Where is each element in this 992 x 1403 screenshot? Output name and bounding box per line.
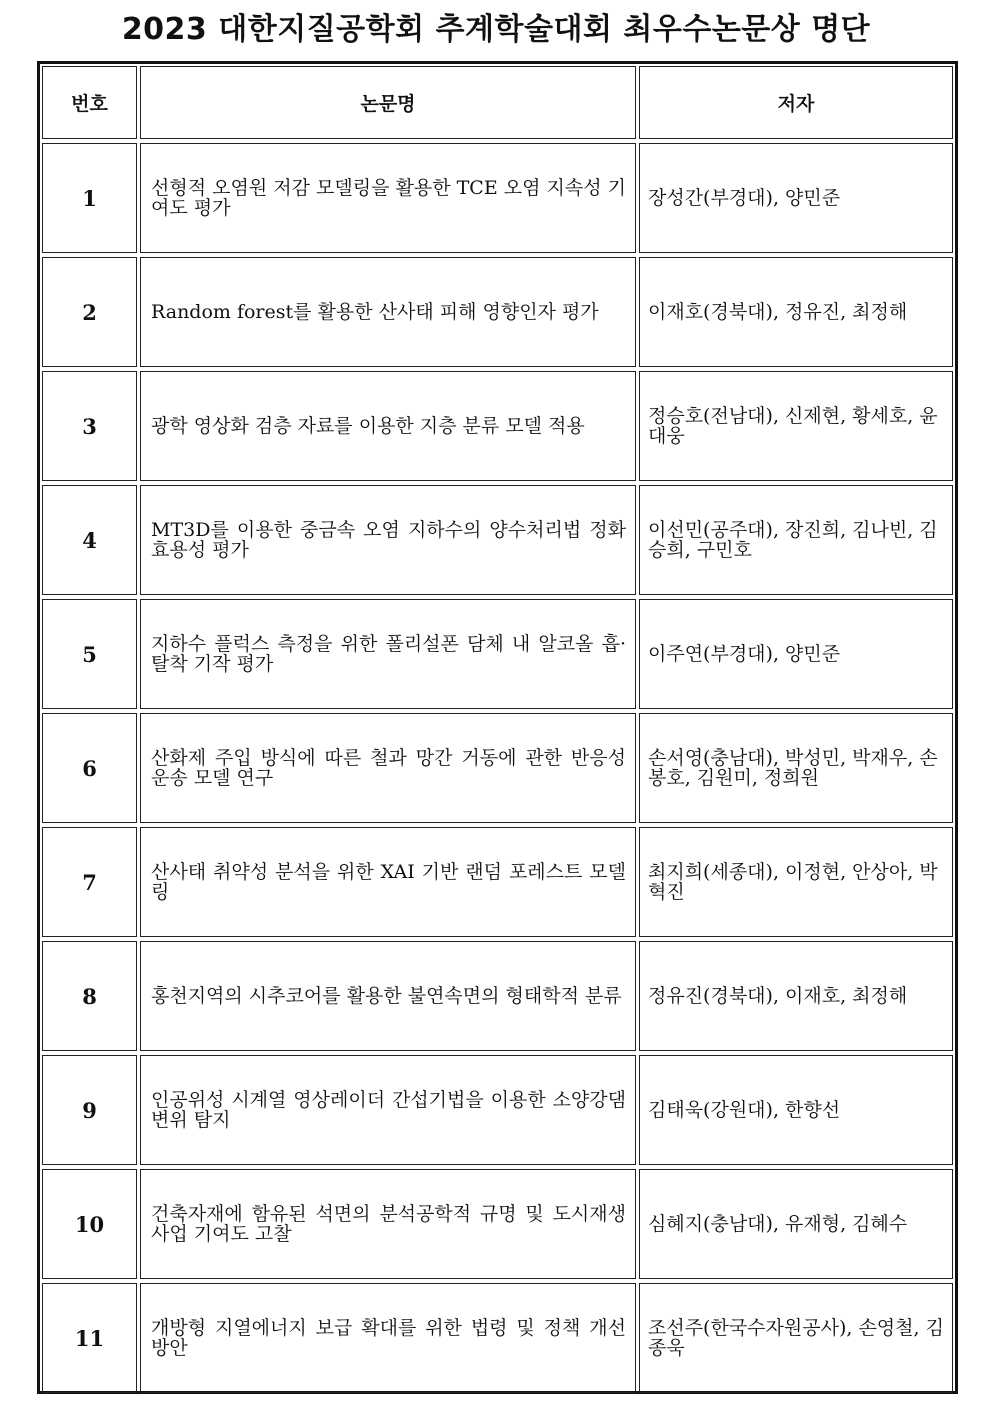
row-number: 8 [42, 941, 137, 1051]
header-authors: 저자 [639, 66, 953, 139]
authors-text: 장성간(부경대), 양민준 [648, 187, 841, 209]
authors-text: 손서영(충남대), 박성민, 박재우, 손봉호, 김원미, 정희원 [648, 747, 938, 789]
authors [639, 827, 953, 937]
authors [639, 1283, 953, 1393]
row-number: 11 [42, 1283, 137, 1393]
authors [639, 1169, 953, 1279]
paper-title [140, 1055, 636, 1165]
authors-text: 김태욱(강원대), 한향선 [648, 1099, 841, 1121]
paper-title-text: 개방형 지열에너지 보급 확대를 위한 법령 및 정책 개선 방안 [151, 1317, 626, 1359]
authors-text: 이재호(경북대), 정유진, 최정해 [648, 301, 908, 323]
authors [639, 599, 953, 709]
paper-title-text: 홍천지역의 시추코어를 활용한 불연속면의 형태학적 분류 [151, 985, 622, 1007]
row-number: 3 [42, 371, 137, 481]
paper-title [140, 1283, 636, 1393]
paper-title-text: 선형적 오염원 저감 모델링을 활용한 TCE 오염 지속성 기여도 평가 [151, 177, 626, 219]
row-number: 6 [42, 713, 137, 823]
authors [639, 485, 953, 595]
row-number: 7 [42, 827, 137, 937]
authors-text: 정승호(전남대), 신제현, 황세호, 윤대웅 [648, 405, 938, 447]
authors [639, 941, 953, 1051]
paper-title [140, 827, 636, 937]
authors [639, 713, 953, 823]
header-number: 번호 [42, 66, 137, 139]
authors-text: 최지희(세종대), 이정현, 안상아, 박혁진 [648, 861, 938, 903]
paper-title-text: 지하수 플럭스 측정을 위한 폴리설폰 담체 내 알코올 흡·탈착 기작 평가 [151, 633, 626, 675]
paper-title-text: MT3D를 이용한 중금속 오염 지하수의 양수처리법 정화 효용성 평가 [151, 519, 626, 561]
paper-title-text: 산사태 취약성 분석을 위한 XAI 기반 랜덤 포레스트 모델링 [151, 861, 626, 903]
row-number: 2 [42, 257, 137, 367]
authors [639, 257, 953, 367]
authors [639, 143, 953, 253]
authors [639, 1055, 953, 1165]
row-number: 5 [42, 599, 137, 709]
authors-text: 조선주(한국수자원공사), 손영철, 김종욱 [648, 1317, 944, 1359]
authors-text: 이주연(부경대), 양민준 [648, 643, 841, 665]
paper-title [140, 941, 636, 1051]
authors [639, 371, 953, 481]
paper-title [140, 713, 636, 823]
row-number: 1 [42, 143, 137, 253]
row-number: 10 [42, 1169, 137, 1279]
paper-title [140, 1169, 636, 1279]
header-paper-title: 논문명 [140, 66, 636, 139]
paper-title-text: 건축자재에 함유된 석면의 분석공학적 규명 및 도시재생사업 기여도 고찰 [151, 1203, 626, 1245]
row-number: 9 [42, 1055, 137, 1165]
paper-title [140, 371, 636, 481]
paper-title [140, 143, 636, 253]
authors-text: 심혜지(충남대), 유재형, 김혜수 [648, 1213, 908, 1235]
authors-text: 정유진(경북대), 이재호, 최정해 [648, 985, 908, 1007]
paper-title-text: 산화제 주입 방식에 따른 철과 망간 거동에 관한 반응성 운송 모델 연구 [151, 747, 626, 789]
paper-title-text: Random forest를 활용한 산사태 피해 영향인자 평가 [151, 301, 599, 323]
row-number: 4 [42, 485, 137, 595]
page-title: 2023 대한지질공학회 추계학술대회 최우수논문상 명단 [121, 12, 871, 47]
paper-title [140, 599, 636, 709]
authors-text: 이선민(공주대), 장진희, 김나빈, 김승희, 구민호 [648, 519, 938, 561]
paper-title [140, 485, 636, 595]
paper-title-text: 광학 영상화 검층 자료를 이용한 지층 분류 모델 적용 [151, 415, 585, 437]
paper-title [140, 257, 636, 367]
award-table [37, 61, 958, 1394]
award-table-grid [42, 66, 953, 1393]
paper-title-text: 인공위성 시계열 영상레이더 간섭기법을 이용한 소양강댐 변위 탐지 [151, 1089, 626, 1131]
